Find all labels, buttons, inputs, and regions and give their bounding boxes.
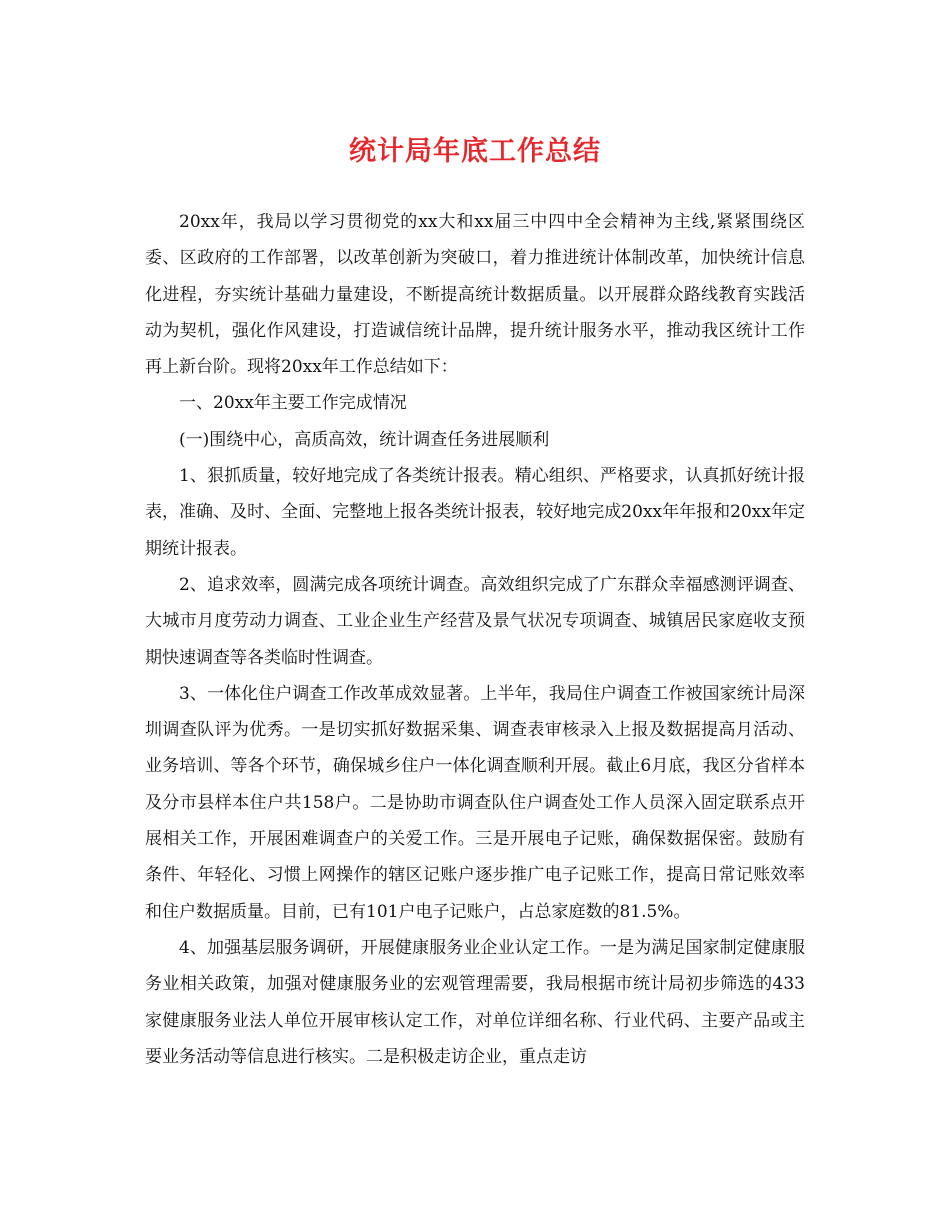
document-body — [145, 204, 805, 1075]
paragraph-intro: 20xx年，我局以学习贯彻党的xx大和xx届三中四中全会精神为主线,紧紧围绕区委、区政府的工作部署，以改革创新为突破口，着力推进统计体制改革，加快统计信息化进程，夯实统计基础力量建设，不断提高统计数据质量。以开展群众路线教育实践活动为契机，强化作风建设，打造诚信统计品牌，提升统计服务水平，推动我区统计工作再上新台阶。现将20xx年工作总结如下： — [145, 212, 805, 378]
paragraph-item-3: 3、一体化住户调查工作改革成效显著。上半年，我局住户调查工作被国家统计局深圳调查队评为优秀。一是切实抓好数据采集、调查表审核录入上报及数据提高月活动、业务培训、等各个环节，确保城乡住户一体化调查顺利开展。截止6月底，我区分省样本及分市县样本住户共158户。二是协助市调查队住户调查处工作人员深入固定联系点开展相关工作，开展困难调查户的关爱工作。三是开展电子记账，确保数据保密。鼓励有条件、年轻化、习惯上网操作的辖区记账户逐步推广电子记账工作，提高日常记账效率和住户数据质量。目前，已有101户电子记账户，占总家庭数的81.5%。 — [145, 683, 805, 922]
paragraph-item-2: 2、追求效率，圆满完成各项统计调查。高效组织完成了广东群众幸福感测评调查、大城市月度劳动力调查、工业企业生产经营及景气状况专项调查、城镇居民家庭收支预期快速调查等各类临时性调查。 — [145, 574, 805, 668]
heading-subsection-1: (一)围绕中心，高质高效，统计调查任务进展顺利 — [179, 429, 550, 450]
paragraph-item-1: 1、狠抓质量，较好地完成了各类统计报表。精心组织、严格要求，认真抓好统计报表，准确、及时、全面、完整地上报各类统计报表，较好地完成20xx年年报和20xx年定期统计报表。 — [145, 466, 805, 559]
document-title: 统计局年底工作总结 — [349, 136, 601, 167]
heading-section-1: 一、20xx年主要工作完成情况 — [179, 393, 407, 414]
paragraph-item-4: 4、加强基层服务调研，开展健康服务业企业认定工作。一是为满足国家制定健康服务业相关政策，加强对健康服务业的宏观管理需要，我局根据市统计局初步筛选的433家健康服务业法人单位开展审核认定工作，对单位详细名称、行业代码、主要产品或主要业务活动等信息进行核实。二是积极走访企业，重点走访 — [145, 937, 805, 1067]
